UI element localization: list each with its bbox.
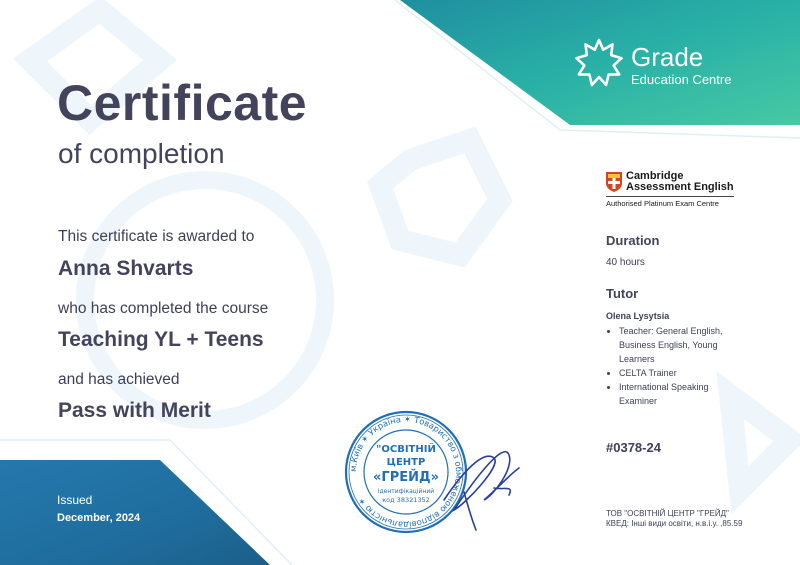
stamp-center-line3: «ГРЕЙД» (373, 470, 439, 485)
achieved-text: and has achieved (58, 371, 180, 388)
awarded-text: This certificate is awarded to (58, 228, 255, 245)
stamp-center-line5: код 38321352 (382, 496, 430, 504)
issued-label: Issued (57, 493, 93, 507)
stamp-center-line1: "ОСВІТНІЙ (376, 444, 436, 455)
cambridge-divider (606, 196, 734, 197)
certificate-title: Certificate (57, 75, 308, 131)
completed-text: who has completed the course (58, 300, 269, 317)
tutor-name: Olena Lysytsia (606, 311, 670, 321)
starburst-icon (574, 38, 624, 88)
brand-subtitle: Education Centre (631, 72, 732, 87)
stamp-center-line2: ЦЕНТР (386, 457, 426, 468)
recipient-name: Anna Shvarts (58, 257, 194, 280)
issued-date: December, 2024 (57, 512, 141, 524)
brand-name: Grade (631, 42, 704, 72)
cambridge-name: Cambridge Assessment English (626, 170, 734, 193)
tutor-role-item: • International Speaking Examiner (619, 380, 719, 408)
course-name: Teaching YL + Teens (58, 328, 264, 351)
tutor-roles-list (606, 324, 769, 408)
tutor-role-item: • CELTA Trainer (619, 366, 769, 380)
tutor-role-item: • Teacher: General English, Business English, Young Learners (619, 324, 731, 366)
organization-kved: КВЕД: Інші види освіти, н.в.і.у. ,85.59 (606, 519, 743, 528)
duration-label: Duration (606, 233, 660, 248)
certificate-number: #0378-24 (606, 440, 661, 455)
duration-value: 40 hours (606, 257, 645, 268)
certificate-subtitle: of completion (58, 138, 225, 169)
organization-info (606, 509, 742, 529)
stamp-center-line4: ідентифікаційний (377, 488, 435, 495)
cambridge-authorisation: Authorised Platinum Exam Centre (606, 199, 719, 208)
stamp-ring-text: м.Київ ✶ Україна ✶ Товариство з обмеженою відповідальністю ✶ (347, 413, 465, 531)
organization-name: ТОВ "ОСВІТНІЙ ЦЕНТР "ГРЕЙД" (606, 509, 729, 518)
grade-result: Pass with Merit (58, 399, 211, 422)
tutor-label: Tutor (606, 286, 639, 301)
crest-shield-icon (606, 172, 622, 192)
official-stamp (344, 400, 544, 540)
